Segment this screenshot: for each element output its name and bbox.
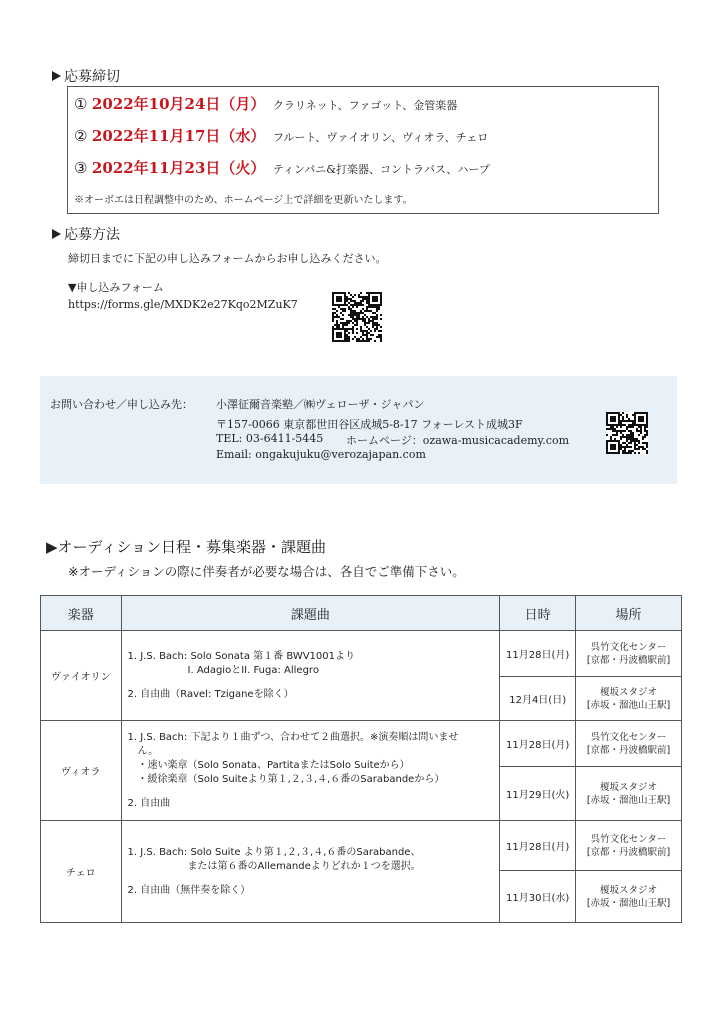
table-row (41, 721, 682, 767)
place-station: [京都・丹波橋駅前] (586, 846, 671, 858)
contact-label: お問い合わせ／申し込み先： (50, 398, 193, 411)
piece-line: ・緩徐楽章（Solo Suiteより第１,２,３,４,６番のSarabandeから） (127, 773, 445, 785)
triangle-bullet-icon (52, 229, 61, 239)
deadline-row (74, 157, 490, 178)
deadline-date: 2022年11月17日（水） (91, 127, 266, 145)
qr-code-icon (606, 412, 648, 454)
date-cell: 12月4日(日) (500, 677, 576, 721)
triangle-bullet-icon (52, 71, 61, 81)
deadline-row (74, 93, 457, 114)
piece-cell (121, 631, 500, 721)
contact-org: 小澤征爾音楽塾／㈱ヴェローザ・ジャパン (216, 398, 425, 411)
table-row (41, 631, 682, 677)
deadline-date: 2022年10月24日（月） (91, 95, 266, 113)
schedule-heading: ▶オーディション日程・募集楽器・課題曲 (46, 538, 327, 556)
place-cell (576, 677, 682, 721)
form-label: ▼申し込みフォーム (68, 281, 164, 294)
header-piece: 課題曲 (121, 596, 500, 631)
place-name: 榎坂スタジオ (600, 781, 658, 793)
date-cell: 11月29日(火) (500, 767, 576, 821)
place-name: 榎坂スタジオ (600, 884, 658, 896)
piece-line: 2. 自由曲 (127, 797, 171, 809)
deadline-note: ※オーボエは日程調整中のため、ホームページ上で詳細を更新いたします。 (74, 195, 413, 206)
place-station: [赤坂・溜池山王駅] (586, 897, 671, 909)
place-name: 呉竹文化センター (590, 833, 667, 845)
place-station: [京都・丹波橋駅前] (586, 654, 671, 666)
place-name: 呉竹文化センター (590, 641, 667, 653)
place-cell (576, 631, 682, 677)
table-header-row (41, 596, 682, 631)
place-cell (576, 767, 682, 821)
piece-line: ん。 (127, 745, 159, 757)
deadline-num: ③ (74, 159, 88, 177)
form-url-link[interactable]: https://forms.gle/MXDK2e27Kqo2MZuK7 (68, 298, 298, 311)
piece-line: 1. J.S. Bach: 下記より１曲ずつ、合わせて２曲選択。※演奏順は問いませ (127, 731, 459, 743)
piece-line: 2. 自由曲（無伴奏を除く） (127, 884, 251, 896)
place-cell (576, 871, 682, 923)
header-instrument: 楽器 (41, 596, 122, 631)
table-row (41, 821, 682, 871)
place-cell (576, 821, 682, 871)
piece-cell (121, 821, 500, 923)
deadline-row (74, 125, 488, 146)
place-station: [京都・丹波橋駅前] (586, 744, 671, 756)
contact-address: 〒157-0066 東京都世田谷区成城5-8-17 フォーレスト成城3F (216, 418, 523, 431)
date-cell: 11月28日(月) (500, 631, 576, 677)
date-cell: 11月28日(月) (500, 821, 576, 871)
contact-email: Email: ongakujuku@verozajapan.com (216, 448, 426, 461)
deadline-date: 2022年11月23日（火） (91, 159, 266, 177)
header-date: 日時 (500, 596, 576, 631)
header-place: 場所 (576, 596, 682, 631)
place-station: [赤坂・溜池山王駅] (586, 794, 671, 806)
deadline-num: ① (74, 95, 88, 113)
deadline-box (67, 86, 659, 214)
piece-line: または第６番のAllemandeよりどれか１つを選択。 (127, 860, 421, 872)
piece-line (128, 874, 500, 884)
contact-homepage: ホームページ：ozawa-musicacademy.com (346, 434, 570, 447)
schedule-table (40, 595, 682, 923)
contact-tel: TEL: 03-6411-5445 (216, 432, 324, 445)
piece-line: I. AdagioとII. Fuga: Allegro (127, 664, 319, 676)
qr-code-icon (332, 292, 382, 342)
deadline-instruments: クラリネット、ファゴット、金管楽器 (272, 99, 458, 112)
piece-line (128, 678, 500, 688)
piece-line (128, 787, 500, 797)
deadline-instruments: フルート、ヴァイオリン、ヴィオラ、チェロ (272, 131, 489, 144)
instrument-cell: ヴィオラ (41, 721, 122, 821)
deadline-heading: 応募締切 (52, 66, 120, 86)
piece-cell (121, 721, 500, 821)
place-cell (576, 721, 682, 767)
piece-line: 2. 自由曲（Ravel: Tziganeを除く） (127, 688, 294, 700)
place-name: 呉竹文化センター (590, 731, 667, 743)
piece-line: 1. J.S. Bach: Solo Suite より第１,２,３,４,６番のSarabande、 (127, 846, 421, 858)
apply-heading: 応募方法 (52, 224, 120, 244)
piece-line: ・速い楽章（Solo Sonata、PartitaまたはSolo Suiteから） (127, 759, 410, 771)
deadline-num: ② (74, 127, 88, 145)
date-cell: 11月30日(水) (500, 871, 576, 923)
deadline-instruments: ティンパニ&打楽器、コントラバス、ハープ (272, 163, 490, 176)
instrument-cell: ヴァイオリン (41, 631, 122, 721)
instrument-cell: チェロ (41, 821, 122, 923)
schedule-note: ※オーディションの際に伴奏者が必要な場合は、各自でご準備下さい。 (68, 564, 465, 579)
date-cell: 11月28日(月) (500, 721, 576, 767)
apply-text: 締切日までに下記の申し込みフォームからお申し込みください。 (68, 252, 387, 265)
piece-line: 1. J.S. Bach: Solo Sonata 第１番 BWV1001より (127, 650, 356, 662)
contact-box (40, 376, 677, 484)
place-name: 榎坂スタジオ (600, 686, 658, 698)
place-station: [赤坂・溜池山王駅] (586, 699, 671, 711)
